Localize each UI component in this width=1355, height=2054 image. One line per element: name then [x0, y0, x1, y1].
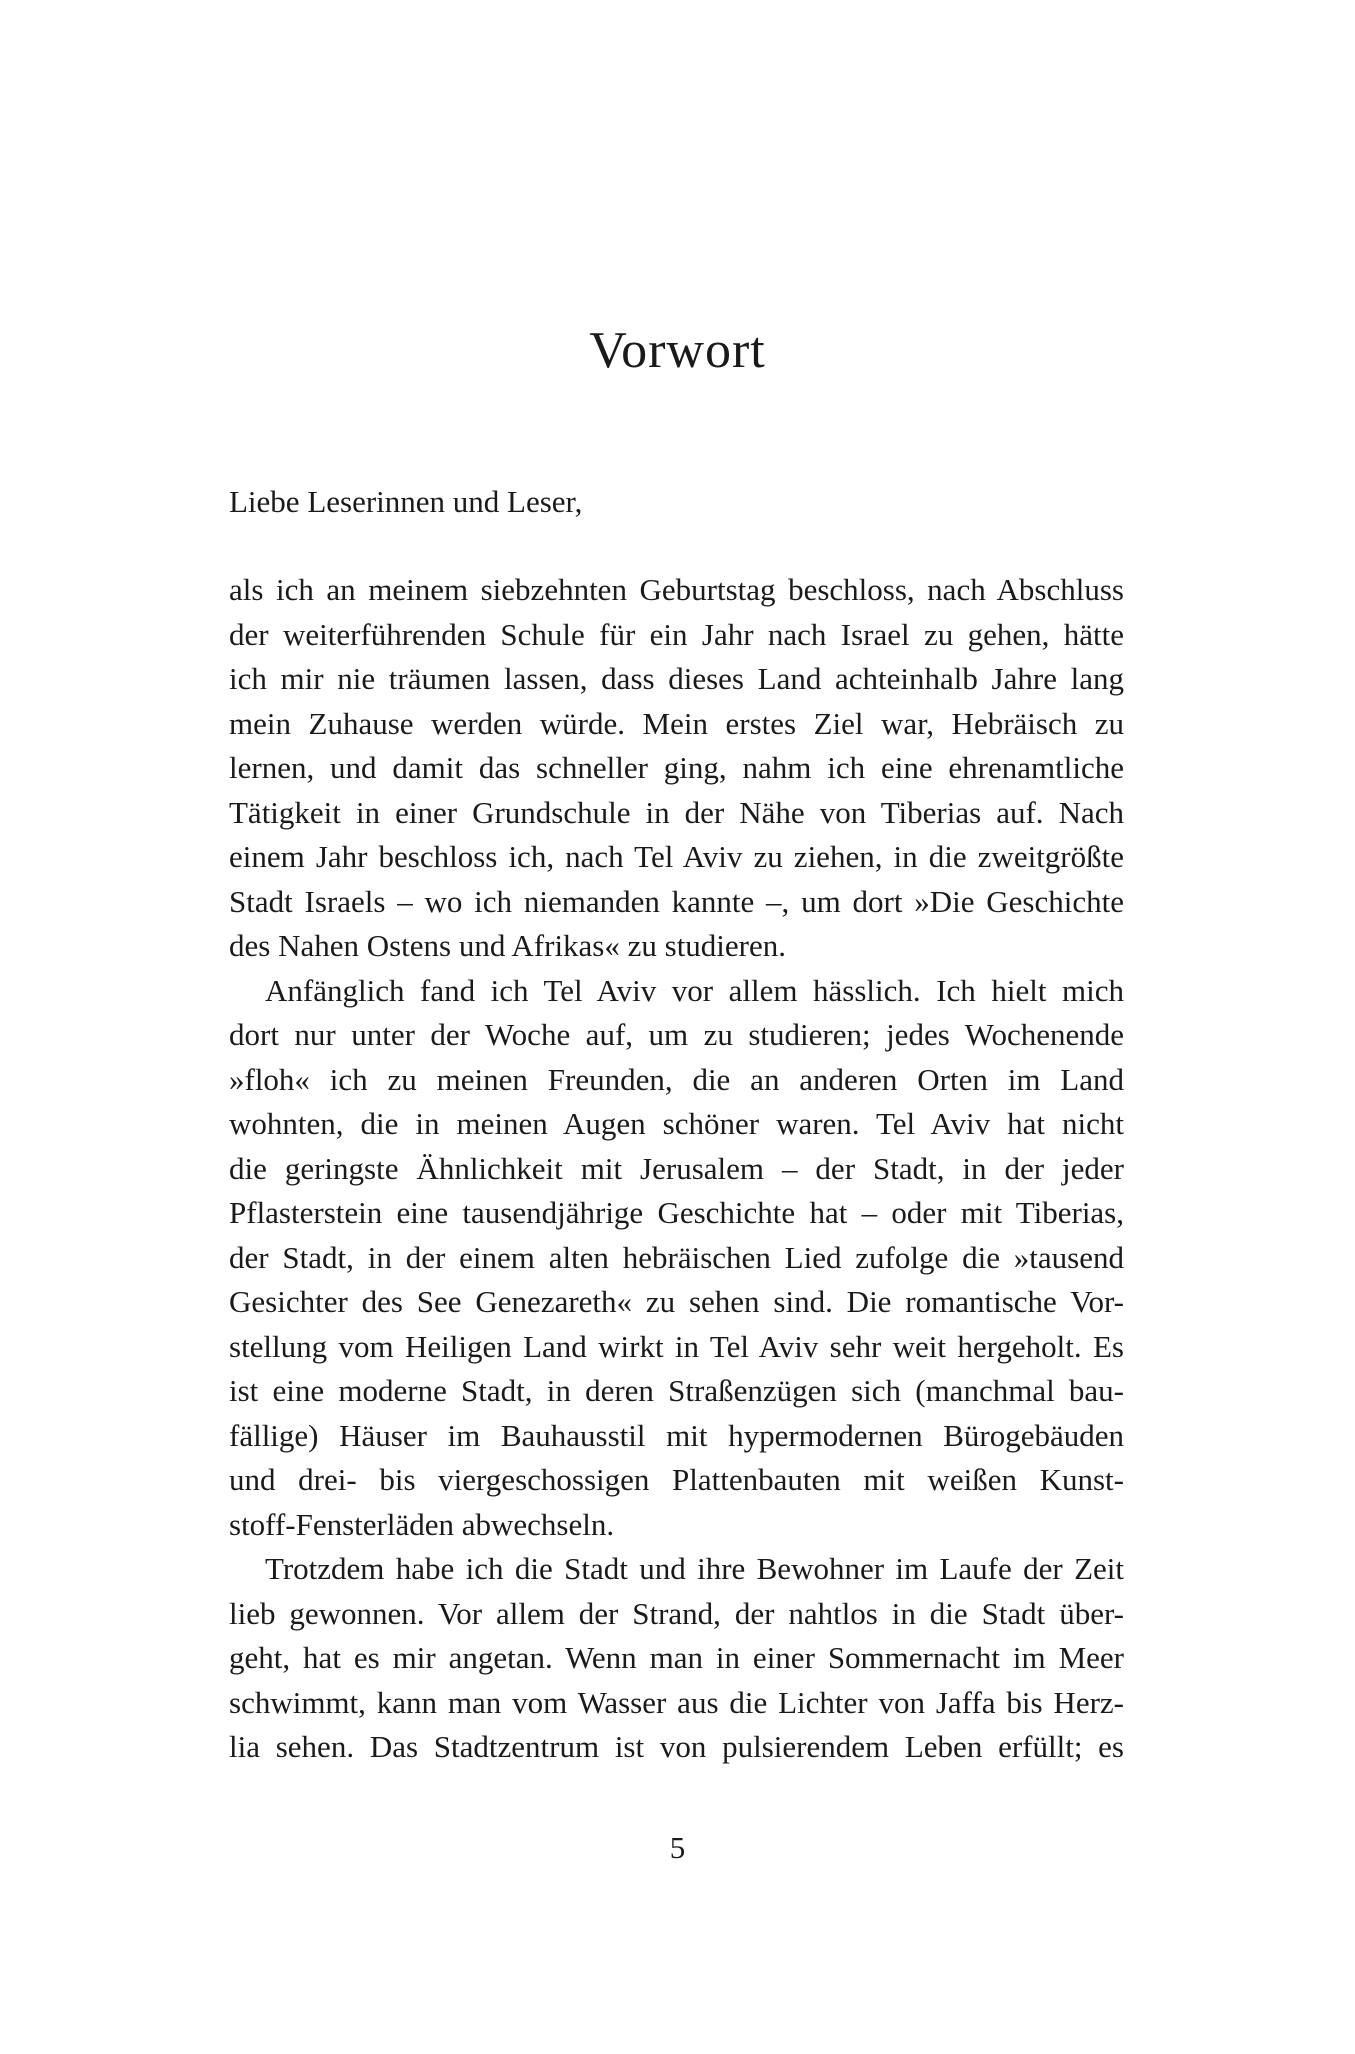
text-line: »floh« ich zu meinen Freunden, die an anderen Orten im Land — [229, 1061, 1124, 1097]
text-line: schwimmt, kann man vom Wasser aus die Lichter von Jaffa bis Herz- — [229, 1684, 1124, 1720]
text-line: fällige) Häuser im Bauhausstil mit hypermodernen Bürogebäuden — [229, 1417, 1124, 1453]
text-line: des Nahen Ostens und Afrikas« zu studieren. — [229, 928, 787, 963]
text-line: die geringste Ähnlichkeit mit Jerusalem – der Stadt, in der jeder — [229, 1150, 1124, 1186]
text-line: Stadt Israels – wo ich niemanden kannte –, um dort »Die Geschichte — [229, 883, 1124, 919]
text-line: wohnten, die in meinen Augen schöner waren. Tel Aviv hat nicht — [229, 1106, 1124, 1141]
text-line: stoff-Fensterläden abwechseln. — [229, 1506, 615, 1542]
text-line: Pflasterstein eine tausendjährige Geschichte hat – oder mit Tiberias, — [229, 1195, 1124, 1230]
text-line: der Stadt, in der einem alten hebräischen Lied zufolge die »tausend — [229, 1239, 1124, 1275]
chapter-title: Vorwort — [589, 322, 766, 379]
text-line: geht, hat es mir angetan. Wenn man in einer Sommernacht im Meer — [229, 1640, 1124, 1675]
text-line: ich mir nie träumen lassen, dass dieses Land achteinhalb Jahre lang — [229, 661, 1124, 696]
text-line: lernen, und damit das schneller ging, nahm ich eine ehrenamtliche — [229, 750, 1124, 785]
text-line: als ich an meinem siebzehnten Geburtstag beschloss, nach Abschluss — [229, 572, 1124, 607]
text-line: Tätigkeit in einer Grundschule in der Nähe von Tiberias auf. Nach — [229, 794, 1124, 830]
body-text — [229, 568, 1124, 1770]
text-line: mein Zuhause werden würde. Mein erstes Ziel war, Hebräisch zu — [229, 705, 1124, 741]
text-line: Trotzdem habe ich die Stadt und ihre Bewohner im Laufe der Zeit — [265, 1551, 1124, 1586]
text-line: Anfänglich fand ich Tel Aviv vor allem hässlich. Ich hielt mich — [265, 972, 1124, 1008]
salutation: Liebe Leserinnen und Leser, — [229, 484, 583, 519]
text-line: lieb gewonnen. Vor allem der Strand, der nahtlos in die Stadt über- — [229, 1595, 1124, 1631]
text-line: einem Jahr beschloss ich, nach Tel Aviv zu ziehen, in die zweitgrößte — [229, 839, 1124, 874]
text-line: stellung vom Heiligen Land wirkt in Tel Aviv sehr weit hergeholt. Es — [229, 1328, 1124, 1364]
text-line: der weiterführenden Schule für ein Jahr nach Israel zu gehen, hätte — [229, 616, 1124, 652]
text-line: ist eine moderne Stadt, in deren Straßenzügen sich (manchmal bau- — [229, 1373, 1124, 1408]
page-number: 5 — [669, 1830, 686, 1865]
text-line: lia sehen. Das Stadtzentrum ist von pulsierendem Leben erfüllt; es — [229, 1729, 1124, 1764]
text-line: Gesichter des See Genezareth« zu sehen sind. Die romantische Vor- — [229, 1284, 1124, 1319]
text-line: dort nur unter der Woche auf, um zu studieren; jedes Wochenende — [229, 1017, 1124, 1052]
text-line: und drei- bis viergeschossigen Plattenbauten mit weißen Kunst- — [229, 1462, 1124, 1497]
